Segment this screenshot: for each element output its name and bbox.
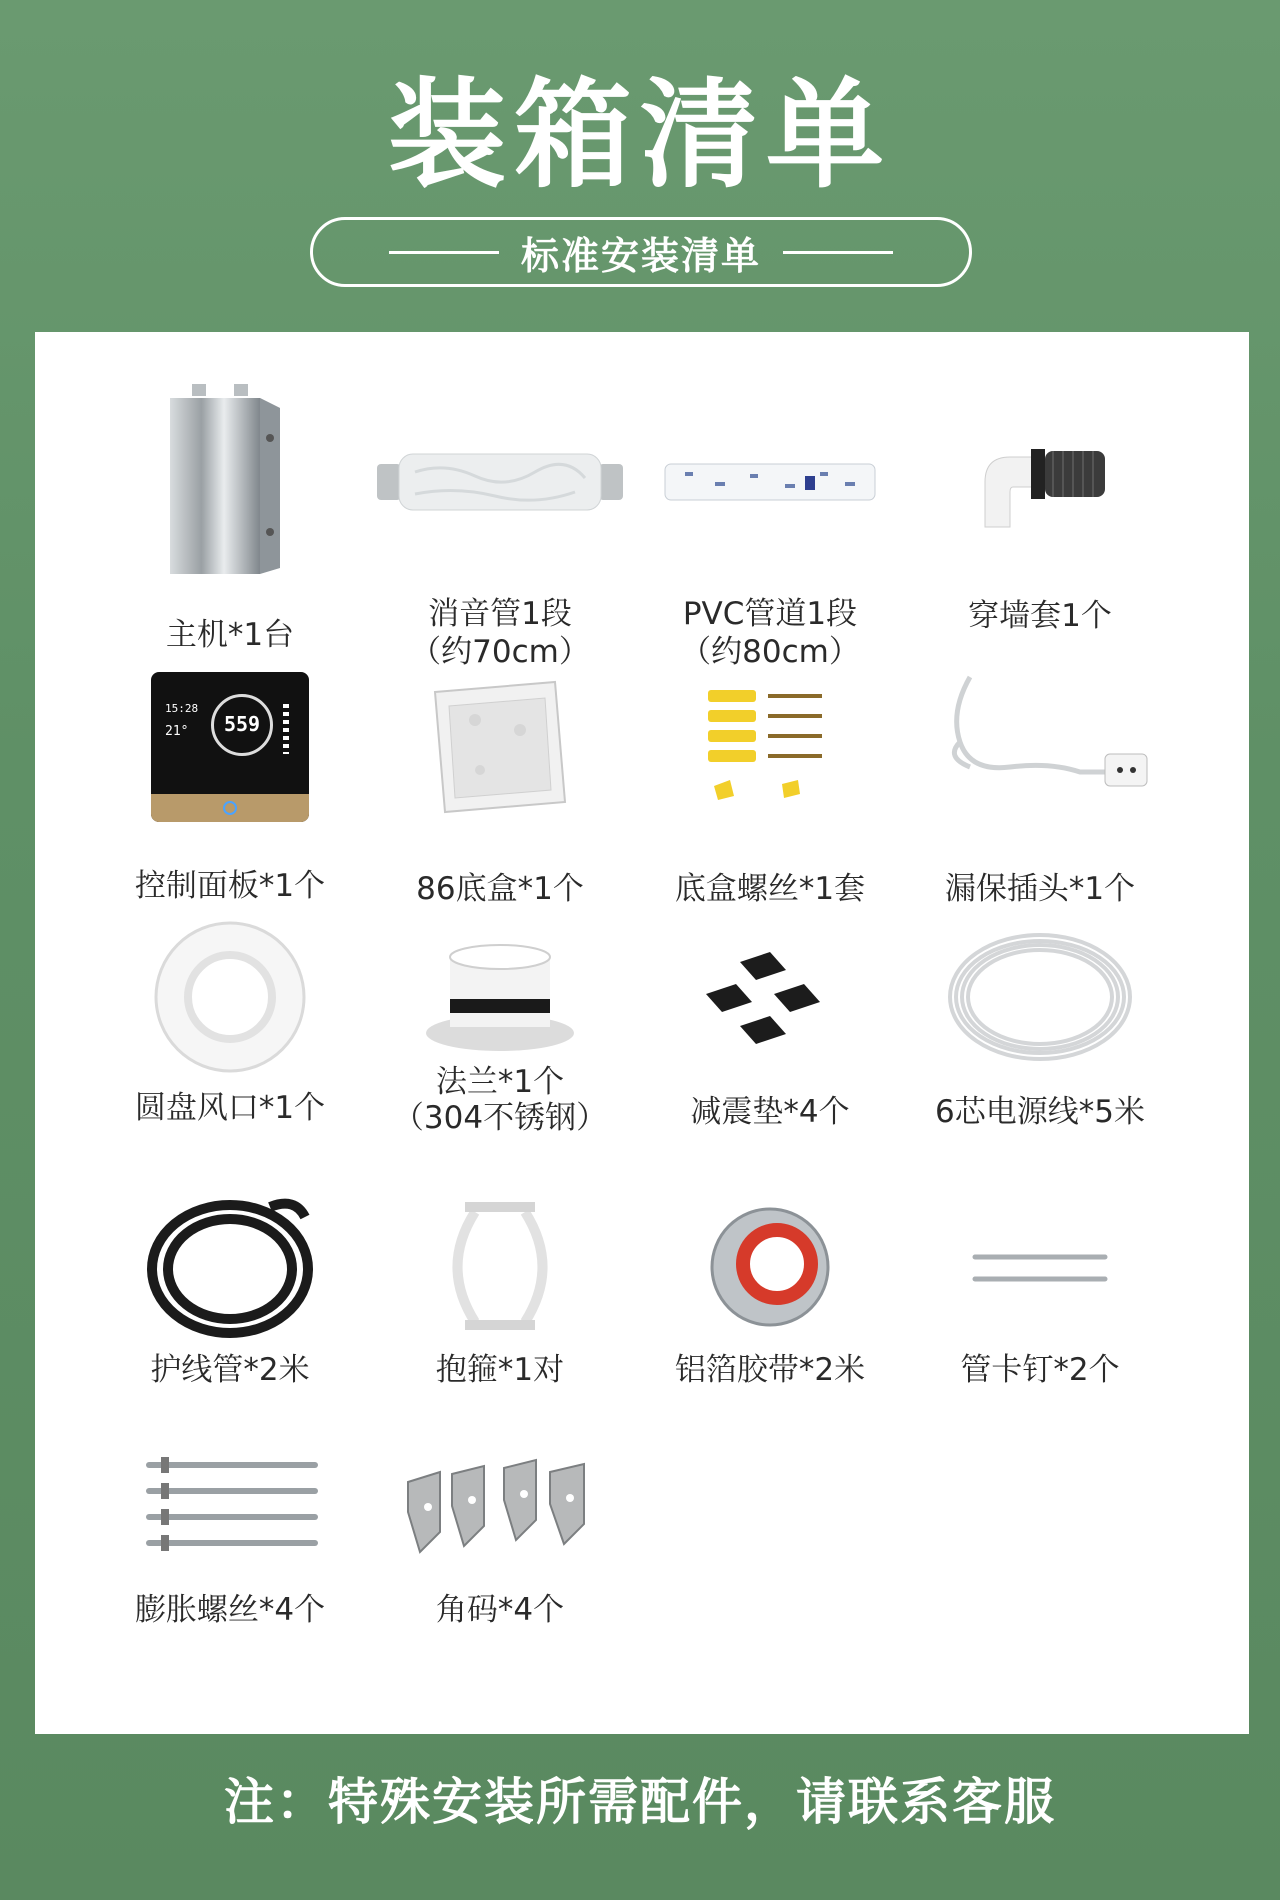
footer-note: 注：特殊安装所需配件，请联系客服: [224, 1773, 1056, 1831]
screws-icon: [635, 642, 905, 852]
item-label: 膨胀螺丝*4个: [134, 1592, 326, 1628]
subtitle-pill: [310, 217, 972, 287]
disc-vent-icon: [95, 892, 365, 1102]
expansion-bolt-icon: [95, 1402, 365, 1612]
item-label: 穿墙套1个: [968, 598, 1112, 634]
wall-sleeve-icon: [905, 377, 1175, 587]
item-label: 护线管*2米: [150, 1352, 310, 1388]
conduit-icon: [95, 1162, 365, 1372]
damping-pad-icon: [635, 892, 905, 1102]
item-label: PVC管道1段: [682, 596, 858, 632]
item-label: 漏保插头*1个: [944, 871, 1136, 907]
item-note: （约80cm）: [680, 634, 860, 670]
page-subtitle: 标准安装清单: [520, 233, 761, 278]
plug-icon: [905, 642, 1175, 852]
angle-bracket-icon: [365, 1402, 635, 1612]
right-dash: [783, 251, 893, 254]
wall-box-icon: [365, 642, 635, 852]
display-temp: 21°: [165, 724, 189, 739]
clamp-icon: [365, 1162, 635, 1372]
main-unit-icon: [95, 377, 365, 587]
pipe-nail-icon: [905, 1162, 1175, 1372]
power-cable-icon: [905, 892, 1175, 1102]
item-label: 圆盘风口*1个: [134, 1090, 326, 1126]
contents-panel: [35, 332, 1249, 1734]
item-label: 6芯电源线*5米: [935, 1094, 1145, 1130]
item-label: 铝箔胶带*2米: [674, 1352, 866, 1388]
control-panel-icon: [95, 642, 365, 852]
left-dash: [389, 251, 499, 254]
pvc-pipe-icon: [635, 377, 905, 587]
item-label: 减震垫*4个: [690, 1094, 850, 1130]
item-label: 控制面板*1个: [134, 868, 326, 904]
foil-tape-icon: [635, 1162, 905, 1372]
item-label: 角码*4个: [435, 1592, 565, 1628]
item-label: 底盒螺丝*1套: [674, 871, 866, 907]
item-note: （约70cm）: [410, 634, 590, 670]
item-label: 86底盒*1个: [416, 871, 584, 907]
item-label: 消音管1段: [428, 596, 572, 632]
item-label: 法兰*1个: [435, 1064, 565, 1100]
item-label: 抱箍*1对: [435, 1352, 565, 1388]
display-co2: 559: [223, 712, 261, 736]
item-label: 管卡钉*2个: [960, 1352, 1120, 1388]
page-title: 装箱清单: [387, 66, 892, 204]
item-note: （304不锈钢）: [392, 1100, 608, 1136]
muffler-pipe-icon: [365, 377, 635, 587]
item-label: 主机*1台: [165, 617, 295, 653]
display-time: 15:28: [165, 702, 199, 715]
